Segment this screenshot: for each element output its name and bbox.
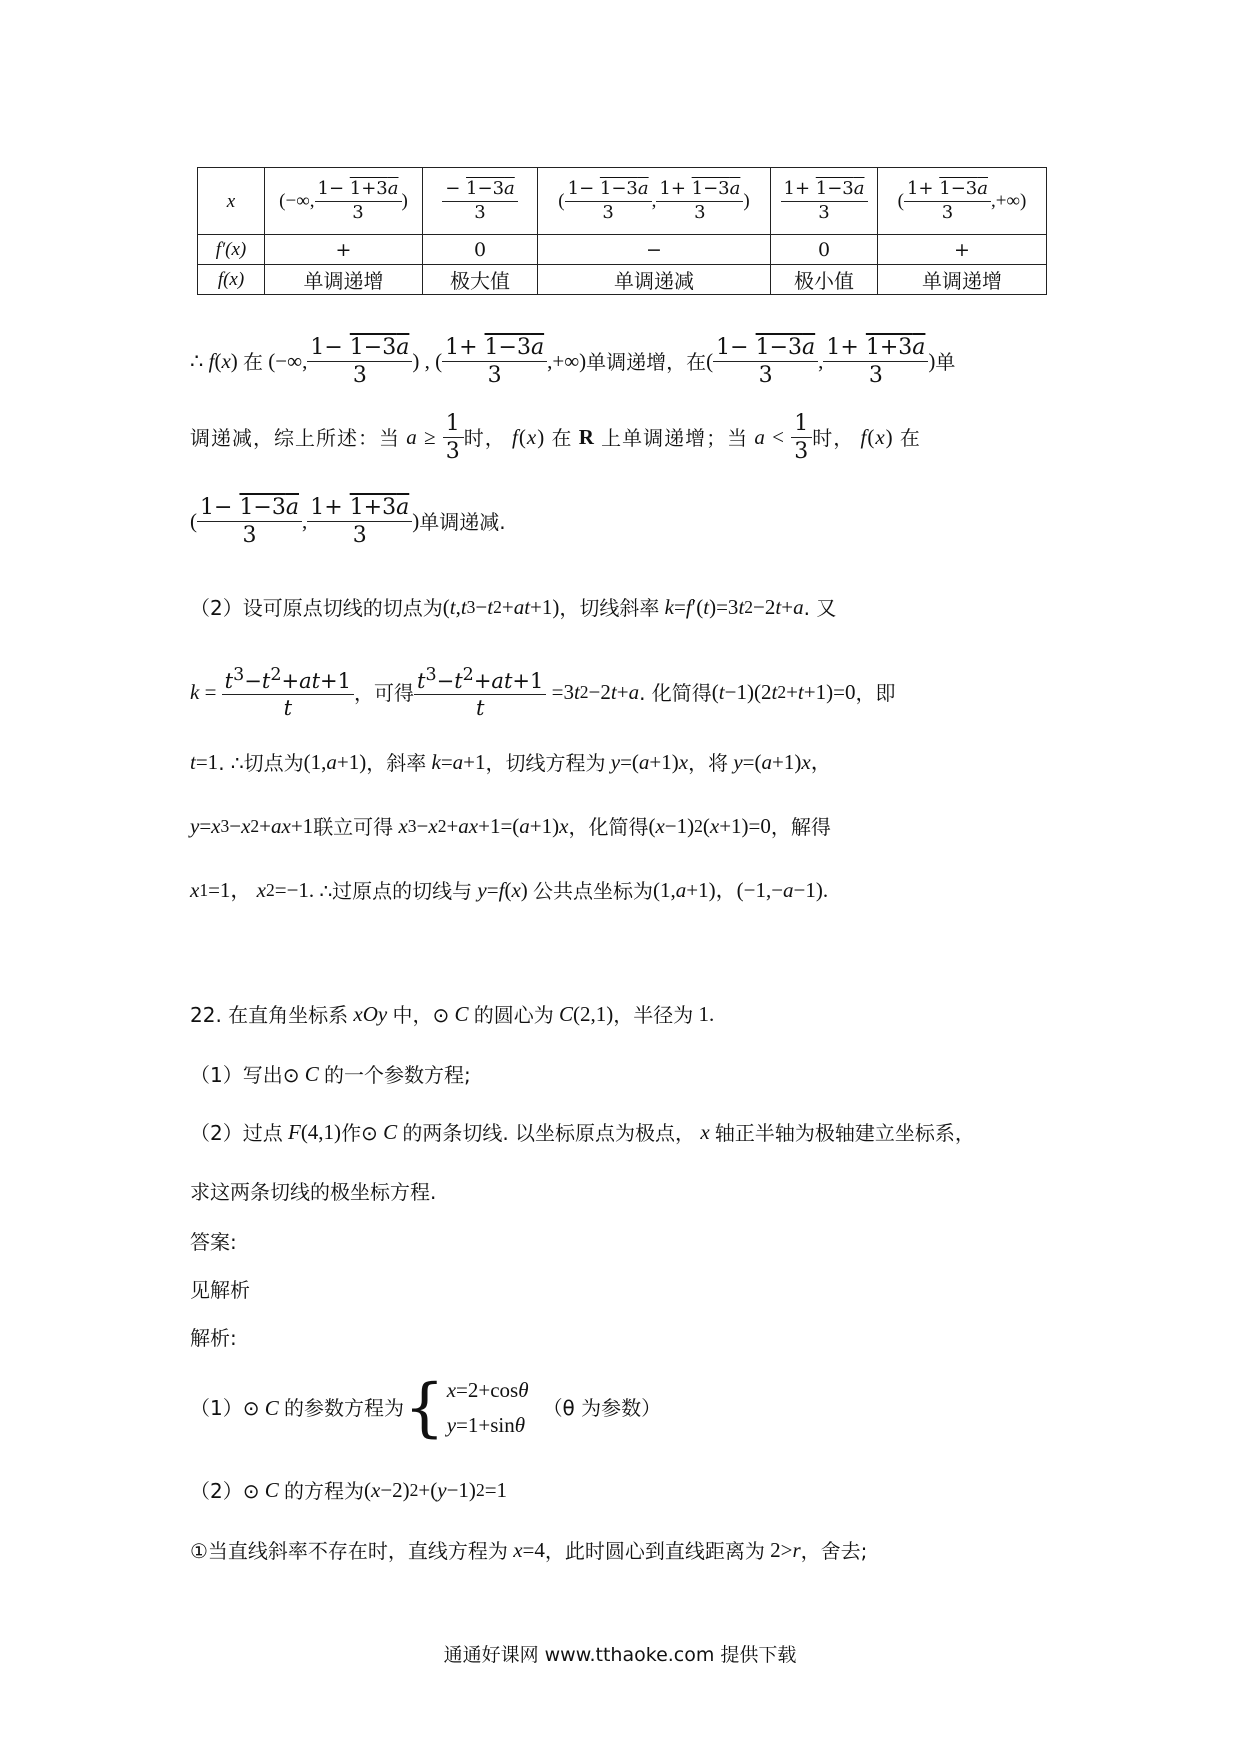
table-row-label-x: x: [226, 190, 236, 212]
table-cell-sign: −: [538, 235, 771, 265]
table-cell-sign: +: [265, 235, 423, 265]
solution-line-7: y = x 3 − x 2 + ax +1 联立可得 x 3 − x 2 + ax +1=( a +1) x ，化简得 ( x −1) 2 ( x +1)=0 ，解得: [190, 814, 831, 839]
question-22-stem: 22. 在直角坐标系 xOy 中，⊙ C 的圆心为 C (2,1) ，半径为 1.: [190, 1002, 715, 1027]
table-cell-interval-3: ( $\frac{1+ 1-3a}{3}$ ,+∞): [878, 168, 1047, 235]
parametric-system: { x=2+cosθ y=1+sinθ: [404, 1371, 529, 1445]
solution-line-5: k = $\frac{t^3-t^2+at+1}{t}$ ，可得 $\frac{t^3-t^2+at+1}{t}$ =3 t 2 −2 t + a . 化简得 ( t −1)(2 t 2 + t +1)=0 ，即: [190, 665, 896, 721]
table-row-label-fprime: f′(x): [215, 239, 247, 260]
solution-line-1: ∴ f ( x ) 在 (−∞, $\frac{1- 1-3a}{3}$ ) , ( $\frac{1+ 1-3a}{3}$ ,+∞) 单调递增，在 ( $\frac{1- 1-3a}{3}$ , $\frac{1+ 1+3a}{3}$ ) 单: [190, 335, 956, 389]
table-cell-interval-1: (−∞, $\frac{1- 1+3a}{3}$ ): [265, 168, 423, 235]
solution-line-8: x 1 =1， x 2 =−1. ∴过原点的切线与 y = f ( x ) 公共点坐标为 (1, a +1)，(−1,− a −1).: [190, 878, 829, 903]
question-22-part-2-cont: 求这两条切线的极坐标方程.: [190, 1180, 437, 1204]
table-cell-trend: 单调递增: [878, 265, 1047, 295]
question-22-part-1: （1）写出⊙ C 的一个参数方程;: [190, 1062, 471, 1087]
table-cell-critical-2: $\frac{1+ 1-3a}{3}$: [771, 168, 878, 235]
solution-line-6: t =1 . ∴切点为 (1, a +1) ，斜率 k = a +1 ，切线方程为 y =( a +1) x ，将 y =( a +1) x ，: [190, 750, 832, 775]
table-cell-interval-2: ( $\frac{1- 1-3a}{3}$ , $\frac{1+ 1-3a}{3}$ ): [538, 168, 771, 235]
table-cell-trend: 极小值: [771, 265, 878, 295]
table-cell-sign: 0: [771, 235, 878, 265]
analysis-step-2: （2）⊙ C 的方程为 ( x −2) 2 +( y −1) 2 =1: [190, 1478, 508, 1503]
analysis-step-1: （1）⊙ C 的参数方程为 { x=2+cosθ y=1+sinθ （θ 为参数）: [190, 1371, 662, 1445]
solution-line-3: ( $\frac{1- 1-3a}{3}$ , $\frac{1+ 1+3a}{3}$ ) 单调递减.: [190, 495, 506, 549]
answer-label: 答案:: [190, 1230, 237, 1254]
table-cell-critical-1: $\frac{- 1-3a}{3}$: [423, 168, 538, 235]
solution-line-2: 调递减，综上所述：当 a ≥ $\frac{1}{3}$ 时， f ( x ) 在 R 上单调递增；当 a < $\frac{1}{3}$ 时， f ( x ) 在: [190, 411, 921, 465]
analysis-step-3: ①当直线斜率不存在时，直线方程为 x =4 ，此时圆心到直线距离为 2> r ，舍去;: [190, 1538, 868, 1563]
solution-line-4: （2）设可原点切线的切点为 ( t , t 3 − t 2 + at +1) ，切线斜率 k = f ′( t )=3 t 2 −2 t + a . 又: [190, 595, 837, 620]
answer-text: 见解析: [190, 1278, 250, 1302]
table-cell-trend: 单调递增: [265, 265, 423, 295]
question-22-part-2: （2）过点 F (4,1) 作⊙ C 的两条切线. 以坐标原点为极点， x 轴正半轴为极轴建立坐标系，: [190, 1120, 975, 1145]
table-cell-sign: 0: [423, 235, 538, 265]
table-row-label-f: f(x): [217, 269, 245, 290]
table-cell-sign: +: [878, 235, 1047, 265]
analysis-label: 解析:: [190, 1326, 237, 1350]
monotonicity-table: [197, 167, 1047, 295]
table-cell-trend: 单调递减: [538, 265, 771, 295]
footer-credit: 通通好课网 www.tthaoke.com 提供下载: [443, 1644, 797, 1666]
table-cell-trend: 极大值: [423, 265, 538, 295]
